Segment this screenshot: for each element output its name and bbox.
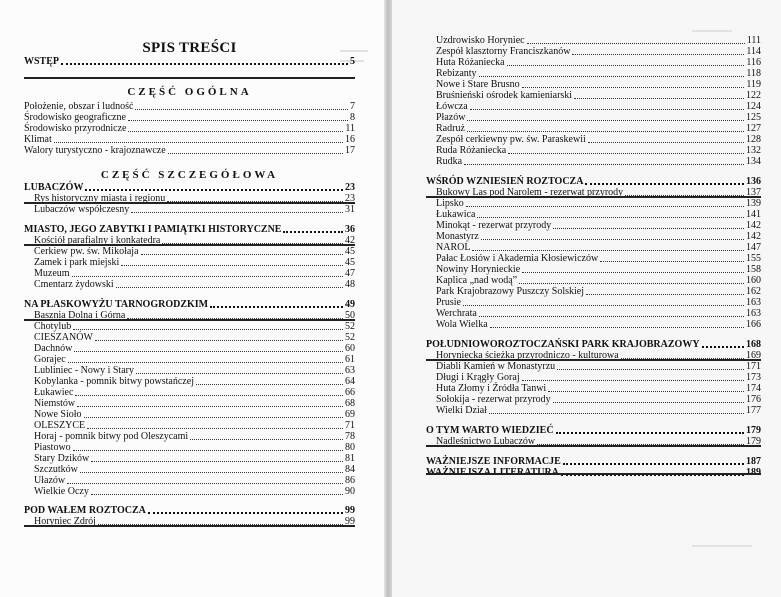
toc-entry-page: 168 xyxy=(746,339,761,350)
toc-entry-page: 8 xyxy=(350,112,355,123)
dot-leader xyxy=(489,413,744,414)
toc-entry xyxy=(426,145,761,156)
section-underline xyxy=(24,319,355,321)
toc-entry xyxy=(24,464,355,475)
toc-entry-label: Uzdrowisko Horyniec xyxy=(436,35,525,46)
toc-entry-label: Zespół klasztorny Franciszkanów xyxy=(436,46,571,57)
right-page xyxy=(392,0,781,597)
toc-entry-label: Ułazów xyxy=(34,475,66,486)
dot-leader xyxy=(210,306,343,308)
toc-entry-page: 163 xyxy=(746,308,761,319)
toc-entry xyxy=(24,431,355,442)
toc-entry-page: 68 xyxy=(345,398,355,409)
dot-leader xyxy=(479,316,744,317)
toc-entry-page: 16 xyxy=(345,134,355,145)
section-underline xyxy=(24,77,355,79)
dot-leader xyxy=(702,346,744,348)
toc-entry-label: Środowisko przyrodnicze xyxy=(24,123,127,134)
dot-leader xyxy=(507,65,745,66)
toc-entry xyxy=(24,376,355,387)
toc-entry xyxy=(24,387,355,398)
toc-entry-page: 187 xyxy=(746,456,761,467)
section-underline xyxy=(24,244,355,246)
toc-entry-label: Radruż xyxy=(436,123,465,134)
dot-leader xyxy=(479,76,745,77)
dot-leader xyxy=(588,142,744,143)
dot-leader xyxy=(548,391,744,392)
toc-entry xyxy=(24,486,355,497)
toc-entry-page: 71 xyxy=(345,420,355,431)
toc-entry xyxy=(24,145,355,156)
toc-section-entry xyxy=(24,505,355,516)
toc-entry xyxy=(24,321,355,332)
toc-entry xyxy=(426,112,761,123)
dot-leader xyxy=(481,239,744,240)
dot-leader xyxy=(75,395,343,396)
toc-entry-page: 122 xyxy=(746,90,761,101)
toc-entry-page: 147 xyxy=(746,242,761,253)
toc-entry-page: 137 xyxy=(746,187,761,198)
toc-entry-label: Bukowy Las pod Narolem - rezerwat przyrody xyxy=(436,187,624,198)
toc-entry-label: Basznia Dolna i Górna xyxy=(34,310,126,321)
dot-leader xyxy=(91,494,343,495)
dot-leader xyxy=(68,362,343,363)
dot-leader xyxy=(556,432,744,434)
toc-entry-label: Lipsko xyxy=(436,198,464,209)
dot-leader xyxy=(77,406,343,407)
section-underline xyxy=(426,196,761,198)
toc-entry-page: 171 xyxy=(746,361,761,372)
toc-entry xyxy=(426,361,761,372)
dot-leader xyxy=(116,287,343,288)
toc-entry-label: Diabli Kamień w Monastyrzu xyxy=(436,361,556,372)
toc-entry-label: Nowe i Stare Brusno xyxy=(436,79,520,90)
dot-leader xyxy=(553,228,744,229)
toc-entry-page: 11 xyxy=(345,123,355,134)
toc-entry-label: WSTĘP xyxy=(24,56,60,67)
dot-leader xyxy=(586,294,744,295)
toc-entry xyxy=(24,343,355,354)
toc-entry-page: 132 xyxy=(746,145,761,156)
dot-leader xyxy=(148,512,343,514)
toc-entry-page: 142 xyxy=(746,220,761,231)
toc-entry xyxy=(426,198,761,209)
toc-entry-label: Szczutków xyxy=(34,464,78,475)
toc-entry-label: Nadleśnictwo Lubaczów xyxy=(436,436,536,447)
dot-leader xyxy=(522,380,744,381)
dot-leader xyxy=(74,351,343,352)
toc-entry-label: Chotylub xyxy=(34,321,72,332)
toc-section-entry xyxy=(24,299,355,310)
toc-entry-page: 111 xyxy=(746,35,761,46)
toc-entry xyxy=(426,134,761,145)
toc-entry-label: Długi i Krągły Goraj xyxy=(436,372,520,383)
toc-entry-label: Nowe Sioło xyxy=(34,409,82,420)
toc-entry-label: Kaplica „nad wodą” xyxy=(436,275,518,286)
toc-entry-label: Sołokija - rezerwat przyrody xyxy=(436,394,551,405)
toc-entry-label: CIESZANÓW xyxy=(34,332,93,343)
toc-entry-label: Dachnów xyxy=(34,343,73,354)
toc-entry-label: O TYM WARTO WIEDZIEĆ xyxy=(426,425,554,436)
toc-entry xyxy=(426,253,761,264)
toc-entry xyxy=(426,101,761,112)
toc-entry-label: Cerkiew pw. św. Mikołaja xyxy=(34,246,139,257)
toc-entry-page: 179 xyxy=(746,436,761,447)
toc-entry xyxy=(426,242,761,253)
toc-entry-label: Werchrata xyxy=(436,308,477,319)
toc-entry-page: 42 xyxy=(345,235,355,246)
toc-entry-page: 45 xyxy=(345,246,355,257)
toc-entry xyxy=(24,354,355,365)
toc-entry-page: 23 xyxy=(345,182,355,193)
dot-leader xyxy=(136,373,343,374)
dot-leader xyxy=(73,329,343,330)
dot-leader xyxy=(527,43,745,44)
toc-entry-page: 64 xyxy=(345,376,355,387)
toc-entry-page: 48 xyxy=(345,279,355,290)
toc-entry-label: WAŻNIEJSZE INFORMACJE xyxy=(426,456,561,467)
toc-entry-label: MIASTO, JEGO ZABYTKI I PAMIĄTKI HISTORYCZNE xyxy=(24,224,282,235)
dot-leader xyxy=(91,461,343,462)
toc-entry-page: 155 xyxy=(746,253,761,264)
toc-entry xyxy=(426,90,761,101)
dot-leader xyxy=(472,250,744,251)
toc-entry xyxy=(24,246,355,257)
toc-entry xyxy=(24,268,355,279)
dot-leader xyxy=(190,439,343,440)
dot-leader xyxy=(574,98,744,99)
toc-entry-label: Lubliniec - Nowy i Stary xyxy=(34,365,134,376)
toc-entry xyxy=(426,46,761,57)
dot-leader xyxy=(128,120,348,121)
toc-entry xyxy=(24,204,355,215)
toc-entry-page: 142 xyxy=(746,231,761,242)
dot-leader xyxy=(85,189,343,191)
dot-leader xyxy=(553,402,744,403)
toc-entry xyxy=(426,156,761,167)
toc-entry-page: 99 xyxy=(345,516,355,527)
toc-entry-page: 127 xyxy=(746,123,761,134)
toc-section-entry xyxy=(24,224,355,235)
toc-entry-page: 78 xyxy=(345,431,355,442)
toc-entry-label: Płazów xyxy=(436,112,466,123)
toc-entry xyxy=(426,394,761,405)
toc-entry-label: Rudka xyxy=(436,156,463,167)
toc-entry-page: 86 xyxy=(345,475,355,486)
toc-entry xyxy=(24,112,355,123)
toc-entry xyxy=(426,264,761,275)
page-title: SPIS TREŚCI xyxy=(142,40,237,56)
toc-entry xyxy=(24,442,355,453)
toc-entry-label: Piastowo xyxy=(34,442,71,453)
toc-entry-page: 141 xyxy=(746,209,761,220)
toc-entry xyxy=(426,383,761,394)
toc-entry-label: Położenie, obszar i ludność xyxy=(24,101,134,112)
toc-entry-label: Muzeum xyxy=(34,268,70,279)
toc-entry-label: Wielkie Oczy xyxy=(34,486,89,497)
toc-entry-label: LUBACZÓW xyxy=(24,182,84,193)
toc-entry-page: 45 xyxy=(345,257,355,268)
toc-entry-label: Gorajec xyxy=(34,354,66,365)
dot-leader xyxy=(490,327,744,328)
toc-entry-page: 136 xyxy=(746,176,761,187)
toc-entry-label: NAROL xyxy=(436,242,471,253)
dot-leader xyxy=(464,164,744,165)
left-page xyxy=(0,0,384,597)
toc-entry-page: 118 xyxy=(746,68,761,79)
toc-entry-page: 163 xyxy=(746,297,761,308)
toc-entry xyxy=(426,231,761,242)
dot-leader xyxy=(95,340,343,341)
toc-entry xyxy=(24,332,355,343)
dot-leader xyxy=(141,254,343,255)
toc-entry-label: NA PŁASKOWYŻU TARNOGRODZKIM xyxy=(24,299,209,310)
toc-entry xyxy=(426,275,761,286)
toc-entry-label: POŁUDNIOWOROZTOCZAŃSKI PARK KRAJOBRAZOWY xyxy=(426,339,700,350)
dot-leader xyxy=(519,283,744,284)
toc-entry-page: 84 xyxy=(345,464,355,475)
toc-entry-label: Kobylanka - pomnik bitwy powstańczej xyxy=(34,376,194,387)
toc-entry-page: 114 xyxy=(746,46,761,57)
toc-entry-label: Wielki Dział xyxy=(436,405,487,416)
toc-entry xyxy=(24,453,355,464)
toc-entry-label: Niemstów xyxy=(34,398,76,409)
toc-entry-label: Horaj - pomnik bitwy pod Oleszycami xyxy=(34,431,189,442)
toc-entry-page: 81 xyxy=(345,453,355,464)
toc-entry-label: Środowisko geograficzne xyxy=(24,112,126,123)
dot-leader xyxy=(84,417,344,418)
toc-entry-page: 61 xyxy=(345,354,355,365)
dot-leader xyxy=(522,87,745,88)
toc-entry-page: 99 xyxy=(345,505,355,516)
toc-entry-label: Łukawiec xyxy=(34,387,74,398)
toc-entry-label: Minokąt - rezerwat przyrody xyxy=(436,220,552,231)
toc-entry xyxy=(24,398,355,409)
toc-entry-label: Pałac Łosiów i Akademia Kłosiewiczów xyxy=(436,253,599,264)
dot-leader xyxy=(557,369,744,370)
dot-leader xyxy=(73,450,343,451)
toc-entry xyxy=(426,286,761,297)
toc-entry-label: Huta Złomy i Źródła Tanwi xyxy=(436,383,547,394)
dot-leader xyxy=(585,183,744,185)
bleed-through xyxy=(692,30,732,32)
section-underline xyxy=(24,525,355,527)
toc-entry-label: Zamek i park miejski xyxy=(34,257,120,268)
toc-entry-label: Prusie xyxy=(436,297,461,308)
toc-entry xyxy=(426,57,761,68)
dot-leader xyxy=(467,120,744,121)
dot-leader xyxy=(283,231,343,233)
toc-entry-label: Park Krajobrazowy Puszczy Solskiej xyxy=(436,286,585,297)
toc-entry xyxy=(24,279,355,290)
toc-entry xyxy=(426,220,761,231)
dot-leader xyxy=(121,265,343,266)
toc-entry-label: Lubaczów współczesny xyxy=(34,204,130,215)
dot-leader xyxy=(135,109,348,110)
toc-entry-page: 169 xyxy=(746,350,761,361)
toc-entry-label: Huta Różaniecka xyxy=(436,57,505,68)
dot-leader xyxy=(508,153,744,154)
section-underline xyxy=(24,202,355,204)
toc-entry-page: 177 xyxy=(746,405,761,416)
toc-entry xyxy=(24,123,355,134)
toc-entry-label: Cmentarz żydowski xyxy=(34,279,114,290)
toc-entry-label: Rys historyczny miasta i regionu xyxy=(34,193,166,204)
toc-entry xyxy=(426,372,761,383)
toc-entry-label: OLESZYCE xyxy=(34,420,86,431)
toc-entry xyxy=(426,405,761,416)
toc-entry-label: Rebizanty xyxy=(436,68,477,79)
toc-entry-page: 5 xyxy=(350,56,355,67)
bleed-through xyxy=(692,545,752,547)
dot-leader xyxy=(572,54,744,55)
toc-entry xyxy=(24,475,355,486)
toc-entry-page: 69 xyxy=(345,409,355,420)
toc-entry xyxy=(24,101,355,112)
toc-entry-label: Stary Dzików xyxy=(34,453,90,464)
toc-section-entry xyxy=(426,339,761,350)
dot-leader xyxy=(61,63,348,65)
toc-section-entry xyxy=(426,456,761,467)
toc-entry-label: Klimat xyxy=(24,134,52,145)
toc-entry-page: 47 xyxy=(345,268,355,279)
toc-entry-label: POD WAŁEM ROZTOCZA xyxy=(24,505,146,516)
toc-entry-label: Łukawica xyxy=(436,209,476,220)
toc-entry-page: 31 xyxy=(345,204,355,215)
dot-leader xyxy=(600,261,744,262)
section-underline xyxy=(426,473,761,475)
toc-entry xyxy=(426,123,761,134)
toc-entry-label: Zespół cerkiewny pw. św. Paraskewii xyxy=(436,134,586,145)
toc-entry xyxy=(24,257,355,268)
toc-entry-label: Horyniecka ścieżka przyrodniczo - kulturowa xyxy=(436,350,619,361)
dot-leader xyxy=(72,276,343,277)
toc-entry-page: 134 xyxy=(746,156,761,167)
part-heading-general: CZĘŚĆ OGÓLNA xyxy=(127,86,252,98)
toc-entry xyxy=(426,35,761,46)
dot-leader xyxy=(80,472,343,473)
dot-leader xyxy=(131,212,343,213)
toc-entry-page: 49 xyxy=(345,299,355,310)
toc-entry-label: Wola Wielka xyxy=(436,319,488,330)
toc-entry-page: 173 xyxy=(746,372,761,383)
toc-entry xyxy=(24,420,355,431)
toc-entry-page: 52 xyxy=(345,321,355,332)
toc-entry-page: 80 xyxy=(345,442,355,453)
dot-leader xyxy=(470,109,744,110)
toc-entry-page: 119 xyxy=(746,79,761,90)
book-gutter xyxy=(384,0,392,597)
toc-entry-page: 90 xyxy=(345,486,355,497)
toc-entry xyxy=(24,365,355,376)
toc-entry-page: 160 xyxy=(746,275,761,286)
toc-entry xyxy=(24,409,355,420)
toc-entry-page: 52 xyxy=(345,332,355,343)
toc-entry-label: Bruśnieński ośrodek kamieniarski xyxy=(436,90,573,101)
toc-entry-label: Walory turystyczno - krajoznawcze xyxy=(24,145,166,156)
toc-section-entry xyxy=(24,56,355,67)
part-heading-detailed: CZĘŚĆ SZCZEGÓŁOWA xyxy=(100,169,279,181)
dot-leader xyxy=(196,384,343,385)
toc-entry-label: Łówcza xyxy=(436,101,468,112)
toc-entry xyxy=(426,209,761,220)
toc-entry-label: Horyniec Zdrój xyxy=(34,516,96,527)
toc-entry-page: 66 xyxy=(345,387,355,398)
dot-leader xyxy=(466,206,744,207)
dot-leader xyxy=(67,483,343,484)
toc-entry xyxy=(426,68,761,79)
toc-entry-page: 174 xyxy=(746,383,761,394)
toc-entry xyxy=(426,297,761,308)
dot-leader xyxy=(87,428,343,429)
toc-entry-label: Nowiny Horynieckie xyxy=(436,264,521,275)
toc-entry-page: 128 xyxy=(746,134,761,145)
section-underline xyxy=(426,359,761,361)
toc-entry-label: WŚRÓD WZNIESIEŃ ROZTOCZA xyxy=(426,176,584,187)
toc-entry-label: Kościół parafialny i konkatedra xyxy=(34,235,161,246)
toc-entry-page: 60 xyxy=(345,343,355,354)
toc-entry-page: 50 xyxy=(345,310,355,321)
toc-entry-page: 36 xyxy=(345,224,355,235)
toc-entry xyxy=(426,308,761,319)
toc-entry-page: 179 xyxy=(746,425,761,436)
toc-entry-page: 63 xyxy=(345,365,355,376)
toc-entry-label: Monastyrz xyxy=(436,231,479,242)
dot-leader xyxy=(128,131,343,132)
toc-entry-page: 17 xyxy=(345,145,355,156)
toc-entry-label: WAŻNIEJSZA LITERATURA xyxy=(426,467,559,478)
dot-leader xyxy=(54,142,343,143)
toc-section-entry xyxy=(426,425,761,436)
toc-entry-page: 125 xyxy=(746,112,761,123)
dot-leader xyxy=(522,272,744,273)
toc-entry-label: Ruda Różaniecka xyxy=(436,145,507,156)
toc-section-entry xyxy=(24,182,355,193)
section-underline xyxy=(426,445,761,447)
toc-entry-page: 189 xyxy=(746,467,761,478)
toc-entry-page: 7 xyxy=(350,101,355,112)
toc-entry-page: 23 xyxy=(345,193,355,204)
toc-entry-page: 176 xyxy=(746,394,761,405)
dot-leader xyxy=(168,153,343,154)
toc-entry-page: 124 xyxy=(746,101,761,112)
dot-leader xyxy=(563,463,744,465)
toc-entry-page: 162 xyxy=(746,286,761,297)
dot-leader xyxy=(477,217,744,218)
toc-section-entry xyxy=(426,176,761,187)
toc-entry xyxy=(426,319,761,330)
toc-entry-page: 158 xyxy=(746,264,761,275)
toc-entry-page: 116 xyxy=(746,57,761,68)
dot-leader xyxy=(463,305,744,306)
dot-leader xyxy=(467,131,744,132)
toc-entry xyxy=(426,79,761,90)
toc-entry-page: 139 xyxy=(746,198,761,209)
toc-entry-page: 166 xyxy=(746,319,761,330)
toc-entry xyxy=(24,134,355,145)
